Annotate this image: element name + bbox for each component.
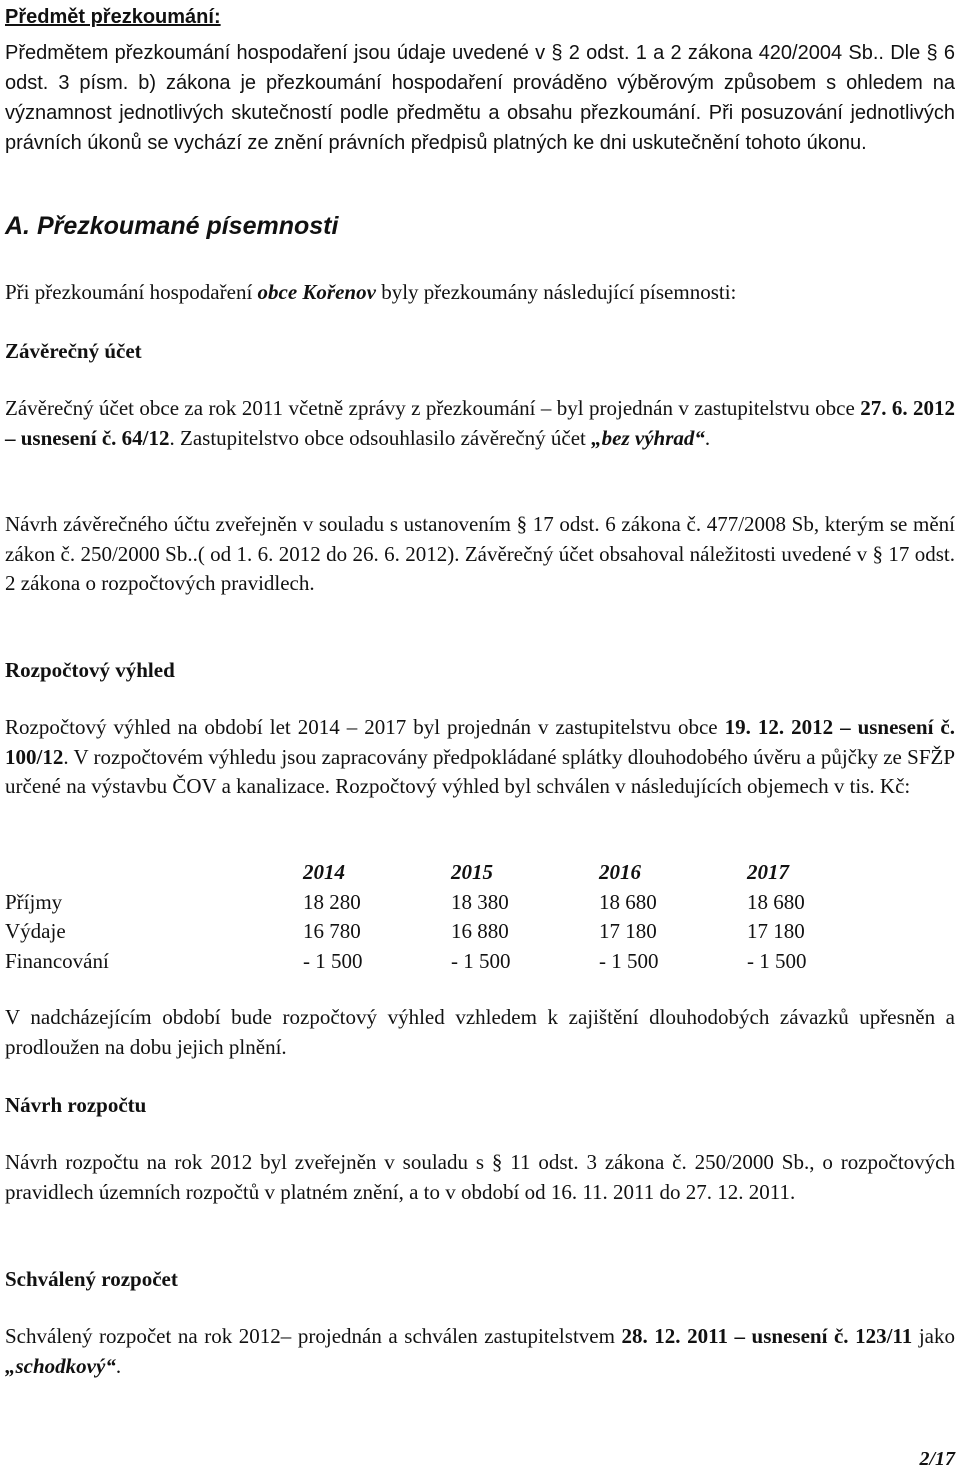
text-run: Schválený rozpočet na rok 2012– projednán a schválen zastupitelstvem bbox=[5, 1324, 622, 1348]
table-row bbox=[5, 888, 895, 918]
text-run: Rozpočtový výhled na období let 2014 – 2017 byl projednán v zastupitelstvu obce bbox=[5, 715, 725, 739]
resolution-ref: 19. 12. 2012 – usnesení č. 100/12 bbox=[5, 715, 955, 769]
table-cell: 16 880 bbox=[451, 919, 509, 943]
approval-status: „bez výhrad“ bbox=[591, 425, 705, 450]
year-header: 2014 bbox=[303, 860, 345, 884]
table-header-empty bbox=[5, 858, 303, 888]
subject-paragraph: Předmětem přezkoumání hospodaření jsou údaje uvedené v § 2 odst. 1 a 2 zákona 420/2004 Sb.. Dle § 6 odst. 3 písm. b) zákona je přezkoumání hospodaření prováděno výběrovým způsobem s ohledem na významnost jednotlivých skutečností podle předmětu a obsahu přezkoumání. Při posuzování jednotlivých právních úkonů se vychází ze znění právních předpisů platných ke dni uskutečnění tohoto úkonu. bbox=[5, 42, 955, 154]
budget-draft-heading: Návrh rozpočtu bbox=[5, 1093, 147, 1117]
final-account-paragraph-1 bbox=[5, 394, 955, 453]
table-cell: - 1 500 bbox=[303, 948, 363, 973]
section-a-heading: A. Přezkoumané písemnosti bbox=[5, 212, 339, 240]
page-number: 2/17 bbox=[919, 1448, 955, 1470]
document-page bbox=[5, 0, 955, 1480]
table-cell: 17 180 bbox=[747, 919, 805, 943]
table-header-row bbox=[5, 858, 895, 888]
text-run: . bbox=[704, 425, 711, 450]
year-header: 2016 bbox=[599, 860, 641, 884]
final-account-heading: Závěrečný účet bbox=[5, 339, 142, 363]
text-run: . V rozpočtovém výhledu jsou zapracovány předpokládané splátky dlouhodobého úvěru a půjčky ze SFŽP určené na výstavbu ČOV a kanalizace. Rozpočtový výhled byl schválen v následujících objemech v tis. Kč: bbox=[5, 744, 955, 798]
budget-type: „schodkový“ bbox=[5, 1353, 116, 1378]
table-row bbox=[5, 917, 895, 947]
intro-text: Při přezkoumání hospodaření bbox=[5, 280, 258, 304]
text-run: . bbox=[115, 1353, 122, 1378]
table-row bbox=[5, 947, 895, 977]
intro-text-end: byly přezkoumány následující písemnosti: bbox=[375, 280, 737, 304]
text-run: . Zastupitelstvo obce odsouhlasilo závěrečný účet bbox=[169, 425, 592, 450]
approved-budget-paragraph bbox=[5, 1322, 955, 1381]
text-run: Závěrečný účet obce za rok 2011 včetně zprávy z přezkoumání – byl projednán v zastupitelstvu obce bbox=[5, 396, 861, 420]
table-cell: 18 380 bbox=[451, 889, 509, 914]
table-cell: 18 680 bbox=[747, 889, 805, 914]
row-label: Příjmy bbox=[5, 889, 63, 914]
row-label: Financování bbox=[5, 948, 109, 973]
budget-outlook-paragraph bbox=[5, 713, 955, 802]
table-cell: 18 680 bbox=[599, 889, 657, 914]
final-account-paragraph-2: Návrh závěrečného účtu zveřejněn v souladu s ustanovením § 17 odst. 6 zákona č. 477/2008 Sb, kterým se mění zákon č. 250/2000 Sb..( od 1. 6. 2012 do 26. 6. 2012). Závěrečný účet obsahoval náležitosti uvedené v § 17 odst. 2 zákona o rozpočtových pravidlech. bbox=[5, 512, 955, 595]
table-cell: 17 180 bbox=[599, 919, 657, 943]
subject-heading: Předmět přezkoumání: bbox=[5, 6, 221, 28]
budget-outlook-table bbox=[5, 858, 895, 976]
resolution-ref: 28. 12. 2011 – usnesení č. 123/11 bbox=[621, 1324, 913, 1348]
row-label: Výdaje bbox=[5, 919, 66, 943]
year-header: 2017 bbox=[747, 860, 789, 884]
budget-draft-paragraph: Návrh rozpočtu na rok 2012 byl zveřejněn v souladu s § 11 odst. 3 zákona č. 250/2000 Sb., o rozpočtových pravidlech územních rozpočtů v platném znění, a to v období od 16. 11. 2011 do 27. 12. 2011. bbox=[5, 1150, 955, 1204]
section-a-intro bbox=[5, 278, 955, 308]
year-header: 2015 bbox=[451, 860, 493, 884]
table-cell: - 1 500 bbox=[599, 948, 659, 973]
municipality-name: obce Kořenov bbox=[257, 280, 376, 304]
table-cell: - 1 500 bbox=[451, 948, 511, 973]
budget-outlook-note: V nadcházejícím období bude rozpočtový výhled vzhledem k zajištění dlouhodobých závazků upřesněn a prodloužen na dobu jejich plnění. bbox=[5, 1005, 955, 1059]
table-cell: 16 780 bbox=[303, 919, 361, 943]
text-run: jako bbox=[912, 1324, 955, 1348]
table-cell: 18 280 bbox=[303, 889, 361, 914]
approved-budget-heading: Schválený rozpočet bbox=[5, 1267, 178, 1291]
budget-outlook-heading: Rozpočtový výhled bbox=[5, 658, 175, 682]
resolution-ref: 27. 6. 2012 – usnesení č. 64/12 bbox=[5, 396, 955, 450]
table-cell: - 1 500 bbox=[747, 948, 807, 973]
